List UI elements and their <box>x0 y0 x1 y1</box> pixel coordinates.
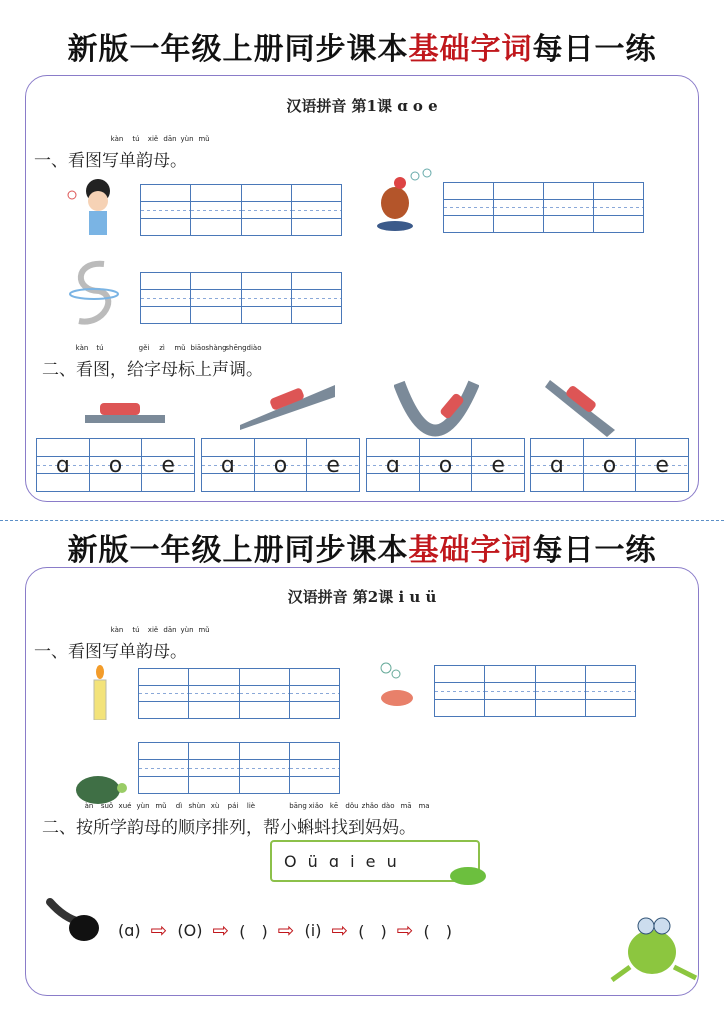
pinyin: dì <box>175 802 183 810</box>
pinyin: yùn <box>180 626 194 634</box>
lesson-2-title: 汉语拼音 第2课 i u ü <box>287 588 437 606</box>
arrow-right-icon: ⇨ <box>331 918 349 942</box>
pinyin: tú <box>96 344 104 352</box>
letter-a: ɑ <box>531 439 584 491</box>
sequence-slot: (O) <box>177 920 203 940</box>
pinyin: kàn <box>110 626 124 634</box>
arrow-right-icon: ⇨ <box>277 918 295 942</box>
writing-grid[interactable] <box>140 184 342 236</box>
pinyin: dào <box>381 802 395 810</box>
letter-e: e <box>636 439 688 491</box>
pinyin: yùn <box>136 802 150 810</box>
tone-grid[interactable] <box>366 438 525 492</box>
pinyin: kàn <box>110 135 124 143</box>
arrow-right-icon: ⇨ <box>150 918 168 942</box>
letter-e: e <box>142 439 194 491</box>
question-text: 一、看图写单韵母。 <box>34 151 187 171</box>
pinyin: mā <box>400 802 412 810</box>
lesson-2-question-1 <box>34 626 210 662</box>
sequence-slot-blank[interactable]: ( ) <box>358 921 387 941</box>
pinyin: xiě <box>147 626 159 634</box>
dip-road-car-icon <box>394 378 479 438</box>
cut-line-divider <box>0 520 724 521</box>
tadpole-icon <box>46 898 104 944</box>
sequence-slot-blank[interactable]: ( ) <box>423 921 452 941</box>
pinyin: diào <box>246 344 262 352</box>
question-text: 二、看图，给字母标上声调。 <box>42 360 263 380</box>
page-title-1 <box>0 24 724 68</box>
sequence-row <box>118 918 452 942</box>
title-part: 新版一年级上册同步课本 <box>67 32 409 67</box>
pinyin: xué <box>118 802 132 810</box>
pinyin: mǔ <box>198 135 210 143</box>
pinyin: ma <box>418 802 430 810</box>
letter-o: o <box>255 439 308 491</box>
question-text: 一、看图写单韵母。 <box>34 642 187 662</box>
title-part: 每日一练 <box>532 533 657 568</box>
tone-grid[interactable] <box>530 438 689 492</box>
pinyin: zì <box>159 344 165 352</box>
pinyin: xiǎo <box>308 802 324 810</box>
pinyin: yùn <box>180 135 194 143</box>
pinyin: tú <box>132 626 140 634</box>
arrow-right-icon: ⇨ <box>212 918 230 942</box>
lesson-1-question-1 <box>34 135 210 171</box>
pinyin: xiě <box>147 135 159 143</box>
pinyin: shēng <box>225 344 247 352</box>
lesson-1-title: 汉语拼音 第1课 ɑ o e <box>286 97 438 115</box>
pinyin: tú <box>132 135 140 143</box>
question-text: 二、按所学韵母的顺序排列，帮小蝌蚪找到妈妈。 <box>42 818 416 838</box>
frog-icon <box>610 912 700 982</box>
pinyin: àn <box>84 802 94 810</box>
pinyin: dǒu <box>345 802 359 810</box>
pinyin: shùn <box>188 802 206 810</box>
writing-grid[interactable] <box>138 668 340 719</box>
tone-grid[interactable] <box>201 438 360 492</box>
page-title-2 <box>0 525 724 569</box>
writing-grid[interactable] <box>138 742 340 794</box>
rooster-image <box>370 168 436 234</box>
tone-grid[interactable] <box>36 438 195 492</box>
letter-o: o <box>584 439 637 491</box>
pinyin: dān <box>163 135 177 143</box>
writing-grid[interactable] <box>443 182 644 233</box>
turtle-image <box>72 770 128 804</box>
pinyin: kàn <box>75 344 89 352</box>
arrow-right-icon: ⇨ <box>396 918 414 942</box>
title-highlight: 基础字词 <box>408 32 533 67</box>
lily-pad-icon <box>448 858 488 888</box>
letter-o: o <box>90 439 143 491</box>
pinyin: mǔ <box>174 344 186 352</box>
rising-road-car-icon <box>240 375 335 430</box>
pinyin: gěi <box>138 344 150 352</box>
writing-grid[interactable] <box>434 665 636 717</box>
sequence-slot: (i) <box>304 920 322 940</box>
letter-e: e <box>307 439 359 491</box>
falling-road-car-icon <box>545 375 620 437</box>
letter-a: ɑ <box>37 439 90 491</box>
pinyin: mǔ <box>198 626 210 634</box>
pinyin: zhǎo <box>361 802 379 810</box>
pinyin: shàng <box>205 344 227 352</box>
title-part: 新版一年级上册同步课本 <box>67 533 409 568</box>
sequence-slot-blank[interactable]: ( ) <box>239 921 268 941</box>
pinyin: mǔ <box>155 802 167 810</box>
pinyin: liè <box>246 802 256 810</box>
letter-card: O ü ɑ i e u <box>270 840 480 882</box>
letter-a: ɑ <box>367 439 420 491</box>
flat-road-car-icon <box>85 395 165 425</box>
pinyin: pái <box>227 802 239 810</box>
lesson-2-question-2 <box>42 802 430 838</box>
pinyin: bāng <box>289 802 307 810</box>
letter-a: ɑ <box>202 439 255 491</box>
candle-image <box>90 664 110 720</box>
writing-grid[interactable] <box>140 272 342 324</box>
boy-image <box>62 175 122 237</box>
lesson-1-question-2 <box>42 344 263 380</box>
sequence-slot: (ɑ) <box>118 920 141 940</box>
fish-image <box>372 660 422 716</box>
letter-e: e <box>472 439 524 491</box>
title-highlight: 基础字词 <box>408 533 533 568</box>
pinyin: suǒ <box>100 802 114 810</box>
pinyin: kē <box>329 802 339 810</box>
letter-o: o <box>420 439 473 491</box>
goose-image <box>64 256 124 330</box>
pinyin: dān <box>163 626 177 634</box>
pinyin: biāo <box>190 344 206 352</box>
pinyin: xù <box>210 802 220 810</box>
title-part: 每日一练 <box>532 32 657 67</box>
